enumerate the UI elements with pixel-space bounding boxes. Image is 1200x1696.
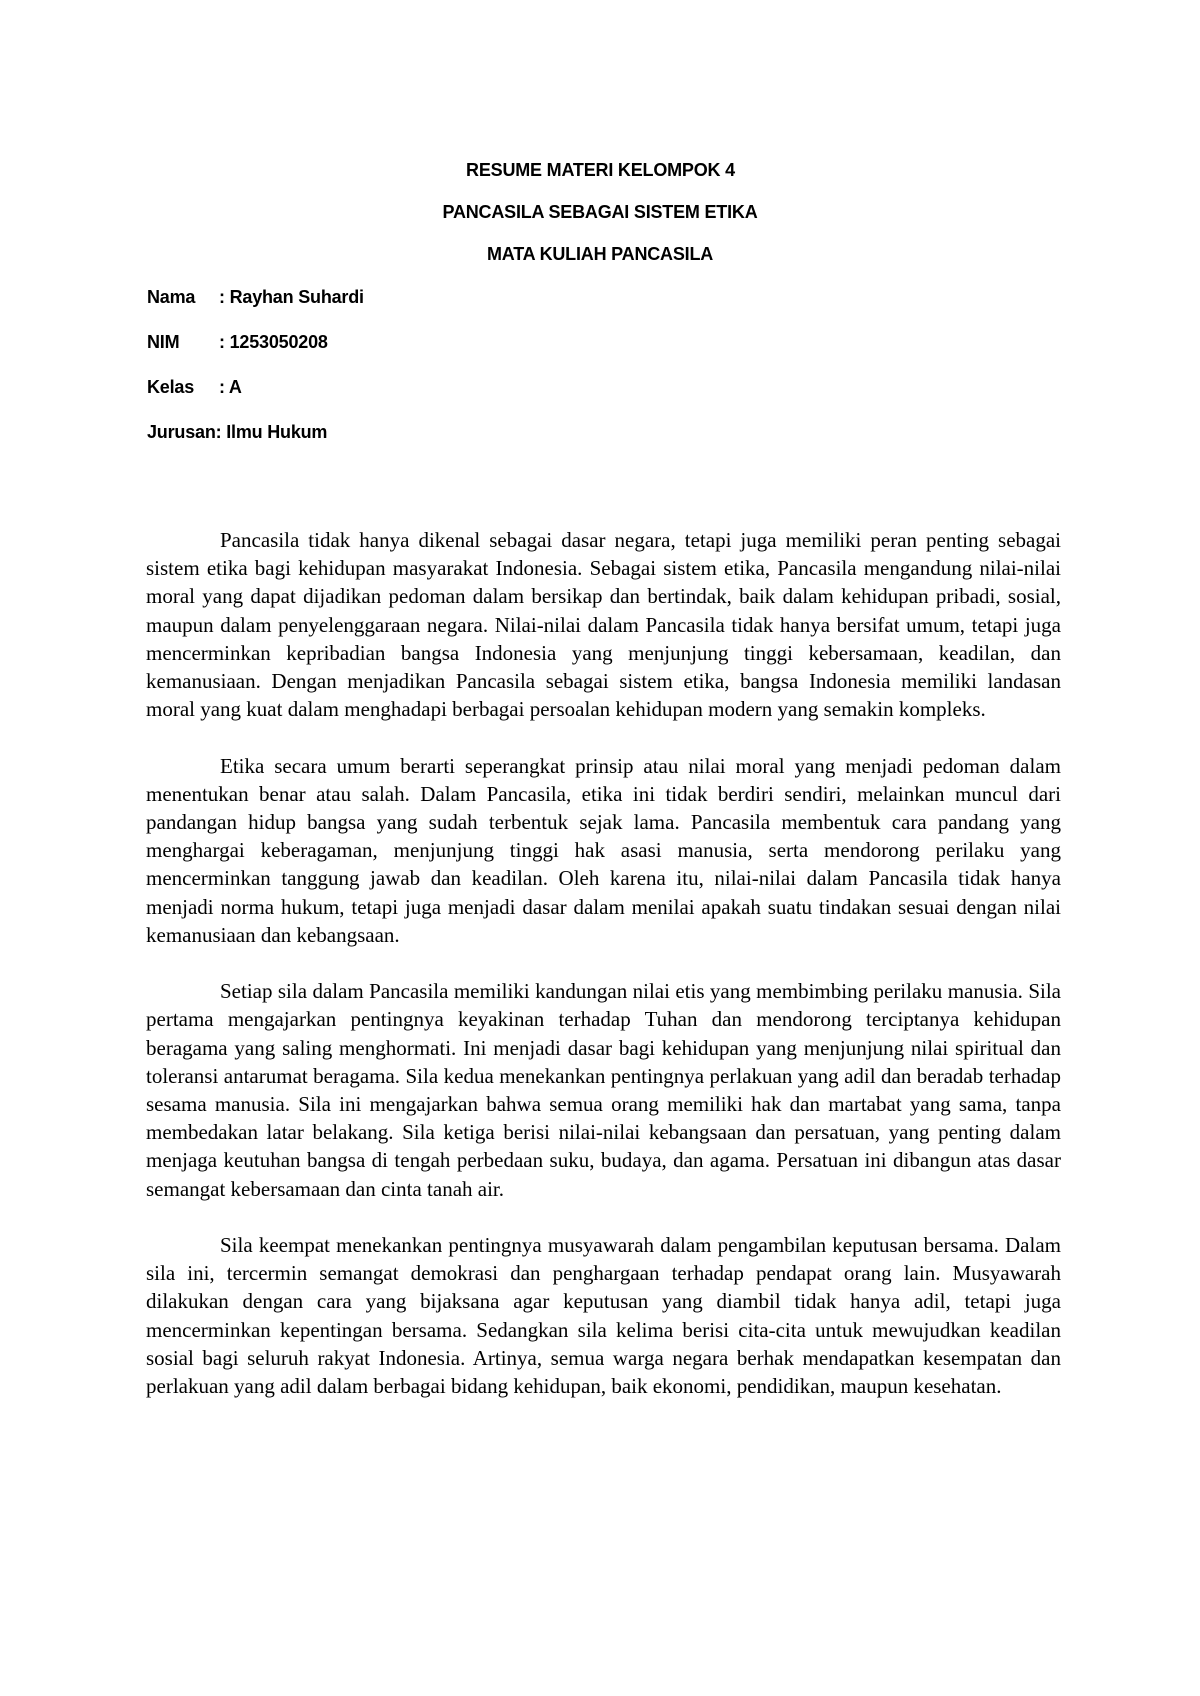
document-title: RESUME MATERI KELOMPOK 4 <box>466 160 735 180</box>
identity-value: : A <box>219 377 242 397</box>
course-name: MATA KULIAH PANCASILA <box>486 244 714 264</box>
identity-row-name <box>147 283 364 328</box>
paragraph-4: Sila keempat menekankan pentingnya musyawarah dalam pengambilan keputusan bersama. Dalam sila ini, tercermin semangat demokrasi dan penghargaan terhadap pendapat orang lain. Musyawarah dilakukan dengan cara yang bijaksana agar keputusan yang diambil tidak hanya adil, tetapi juga mencerminkan kepentingan bersama. Sedangkan sila kelima berisi cita-cita untuk mewujudkan keadilan sosial bagi seluruh rakyat Indonesia. Artinya, semua warga negara berhak mendapatkan kesempatan dan perlakuan yang adil dalam berbagai bidang kehidupan, baik ekonomi, pendidikan, maupun kesehatan. <box>146 1233 1061 1399</box>
identity-label: NIM <box>147 332 180 352</box>
student-identity <box>147 283 364 463</box>
identity-label: Kelas <box>147 377 195 397</box>
identity-row-class <box>147 373 364 418</box>
body-text <box>146 526 1061 1428</box>
paragraph-1: Pancasila tidak hanya dikenal sebagai dasar negara, tetapi juga memiliki peran penting sebagai sistem etika bagi kehidupan masyarakat Indonesia. Sebagai sistem etika, Pancasila mengandung nilai-nilai moral yang dapat dijadikan pedoman dalam bersikap dan bertindak, baik dalam kehidupan pribadi, sosial, maupun dalam penyelenggaraan negara. Nilai-nilai dalam Pancasila tidak hanya bersifat umum, tetapi juga mencerminkan kepribadian bangsa Indonesia yang menjunjung tinggi kebersamaan, keadilan, dan kemanusiaan. Dengan menjadikan Pancasila sebagai sistem etika, bangsa Indonesia memiliki landasan moral yang kuat dalam menghadapi berbagai persoalan kehidupan modern yang semakin kompleks. <box>146 528 1061 722</box>
identity-value: : Rayhan Suhardi <box>219 287 364 307</box>
identity-label: Nama <box>147 287 196 307</box>
identity-label: Jurusan <box>147 422 216 442</box>
identity-value: : Ilmu Hukum <box>215 422 328 442</box>
title-block <box>0 149 1200 275</box>
paragraph-3: Setiap sila dalam Pancasila memiliki kandungan nilai etis yang membimbing perilaku manusia. Sila pertama mengajarkan pentingnya keyakinan terhadap Tuhan dan mendorong terciptanya kehidupan beragama yang saling menghormati. Ini menjadi dasar bagi kehidupan yang menjunjung nilai spiritual dan toleransi antarumat beragama. Sila kedua menekankan pentingnya perlakuan yang adil dan beradab terhadap sesama manusia. Sila ini mengajarkan bahwa semua orang memiliki hak dan martabat yang sama, tanpa membedakan latar belakang. Sila ketiga berisi nilai-nilai kebangsaan dan persatuan, yang penting dalam menjaga keutuhan bangsa di tengah perbedaan suku, budaya, dan agama. Persatuan ini dibangun atas dasar semangat kebersamaan dan cinta tanah air. <box>146 979 1061 1201</box>
identity-value: : 1253050208 <box>219 332 328 352</box>
identity-row-nim <box>147 328 364 373</box>
identity-row-major <box>147 418 364 463</box>
paragraph-2: Etika secara umum berarti seperangkat prinsip atau nilai moral yang menjadi pedoman dalam menentukan benar atau salah. Dalam Pancasila, etika ini tidak berdiri sendiri, melainkan muncul dari pandangan hidup bangsa yang sudah terbentuk sejak lama. Pancasila membentuk cara pandang yang menghargai keberagaman, menjunjung tinggi hak asasi manusia, serta mendorong perilaku yang mencerminkan tanggung jawab dan keadilan. Oleh karena itu, nilai-nilai dalam Pancasila tidak hanya menjadi norma hukum, tetapi juga menjadi dasar dalam menilai apakah suatu tindakan sesuai dengan nilai kemanusiaan dan kebangsaan. <box>146 753 1061 947</box>
document-subtitle: PANCASILA SEBAGAI SISTEM ETIKA <box>442 202 758 222</box>
